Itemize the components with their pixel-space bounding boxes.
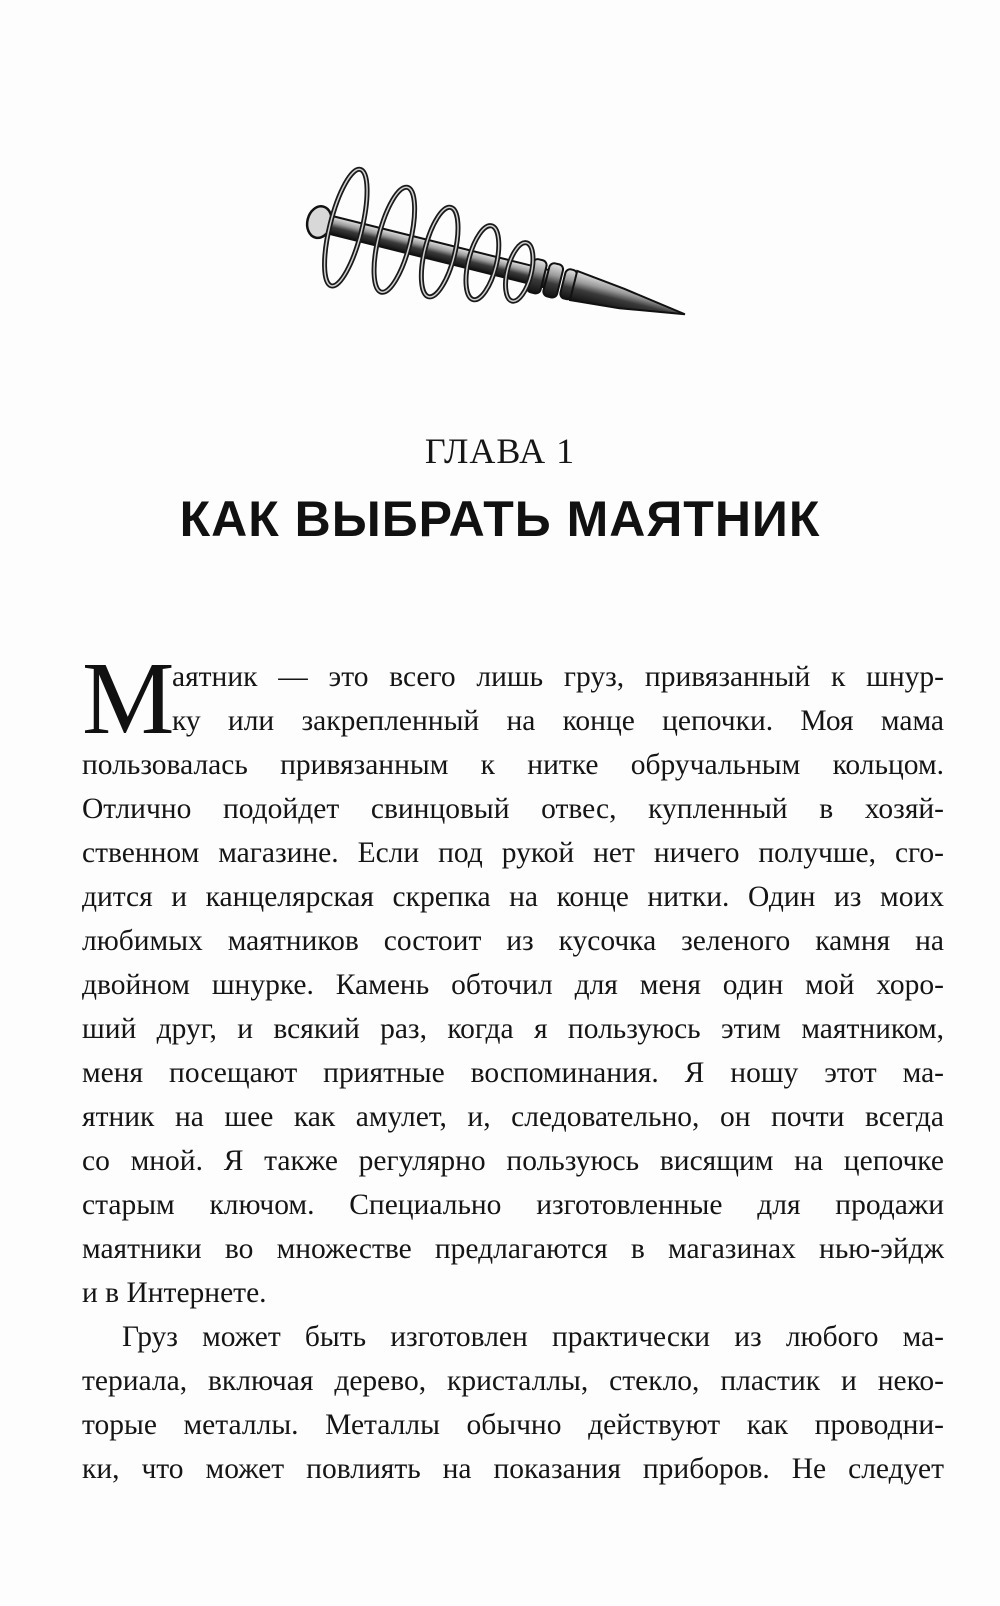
chapter-body bbox=[82, 641, 944, 1491]
text-line: со мной. Я также регулярно пользуюсь висящим на цепочке bbox=[82, 1145, 944, 1177]
paragraph-2 bbox=[82, 1315, 944, 1491]
drop-cap: М bbox=[82, 641, 175, 756]
text-line: ший друг, и всякий раз, когда я пользуюсь этим маятником, bbox=[82, 1013, 944, 1045]
text-line: пользовалась привязанным к нитке обручальным кольцом. bbox=[82, 749, 944, 781]
text-line: маятники во множестве предлагаются в магазинах нью-эйдж bbox=[82, 1233, 944, 1265]
text-line: ятник на шее как амулет, и, следовательно, он почти всегда bbox=[82, 1101, 944, 1133]
text-line: дится и канцелярская скрепка на конце нитки. Один из моих bbox=[82, 881, 944, 913]
paragraph-1 bbox=[82, 641, 944, 1315]
text-line: меня посещают приятные воспоминания. Я ношу этот ма- bbox=[82, 1057, 944, 1089]
text-line: и в Интернете. bbox=[82, 1277, 267, 1309]
text-line: торые металлы. Металлы обычно действуют как проводни- bbox=[82, 1409, 944, 1441]
chapter-number: ГЛАВА 1 bbox=[424, 431, 576, 471]
text-line: аятник — это всего лишь груз, привязанный к шнур- bbox=[172, 661, 944, 693]
text-line: териала, включая дерево, кристаллы, стекло, пластик и неко- bbox=[82, 1365, 944, 1397]
text-line: Отлично подойдет свинцовый отвес, купленный в хозяй- bbox=[82, 793, 944, 825]
text-line: Груз может быть изготовлен практически из любого ма- bbox=[122, 1321, 944, 1353]
text-line: ку или закрепленный на конце цепочки. Моя мама bbox=[172, 705, 944, 737]
chapter-title: КАК ВЫБРАТЬ МАЯТНИК bbox=[179, 491, 821, 547]
text-line: старым ключом. Специально изготовленные для продажи bbox=[82, 1189, 944, 1221]
spiral-pendulum-icon bbox=[295, 165, 705, 375]
text-line: ки, что может повлиять на показания приборов. Не следует bbox=[82, 1453, 944, 1485]
text-line: ственном магазине. Если под рукой нет ничего получше, сго- bbox=[82, 837, 944, 869]
text-line: двойном шнурке. Камень обточил для меня один мой хоро- bbox=[82, 969, 944, 1001]
text-line: любимых маятников состоит из кусочка зеленого камня на bbox=[82, 925, 944, 957]
